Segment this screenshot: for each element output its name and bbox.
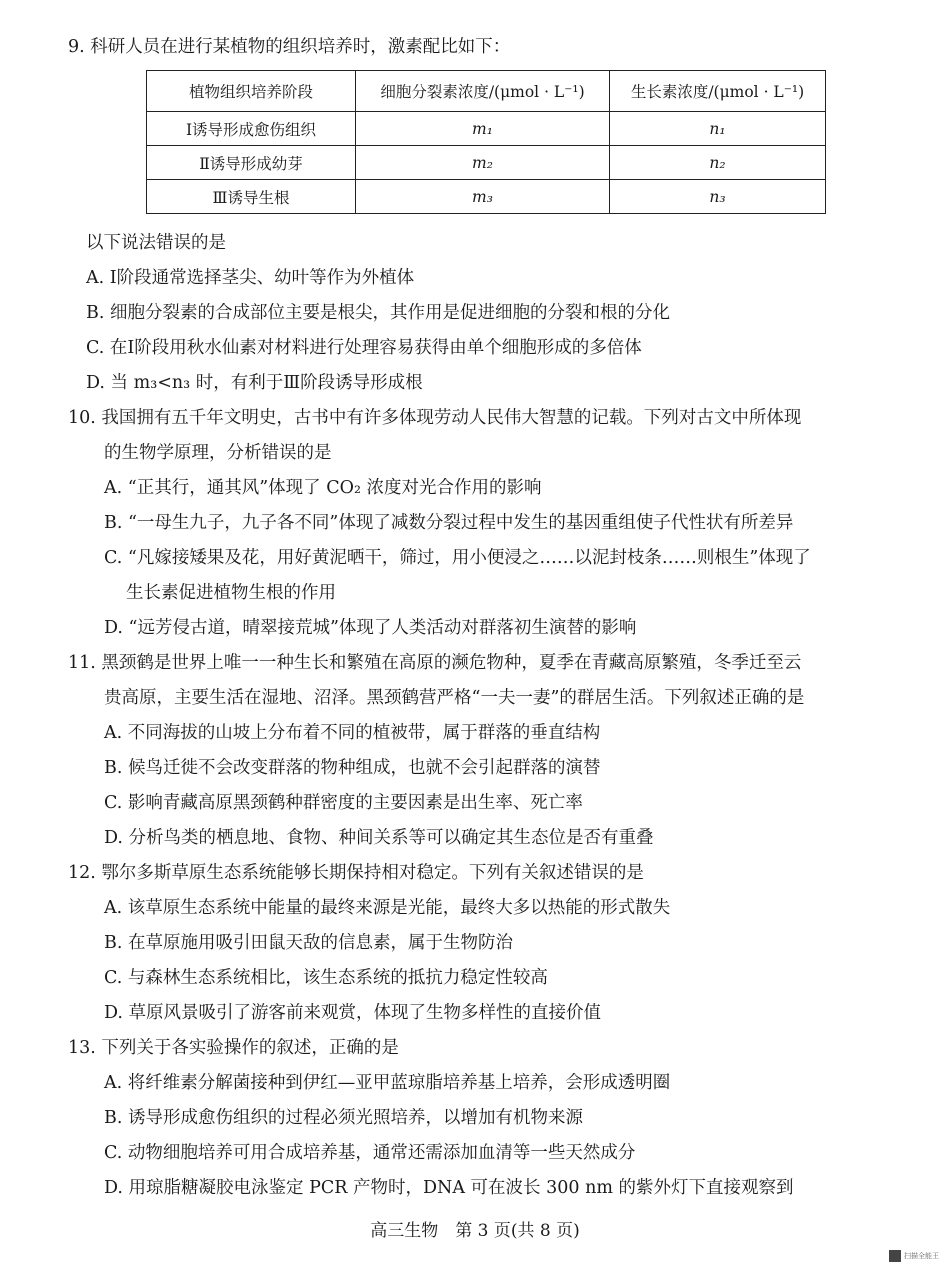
q11-stem-line2: 贵高原，主要生活在湿地、沼泽。黑颈鹤营严格“一夫一妻”的群居生活。下列叙述正确的是 (104, 688, 805, 708)
q13-stem: 13. 下列关于各实验操作的叙述，正确的是 (68, 1038, 399, 1058)
table-cell-auxin: n₃ (610, 180, 826, 214)
q13-option-c: C. 动物细胞培养可用合成培养基，通常还需添加血清等一些天然成分 (104, 1143, 636, 1163)
table-row (147, 112, 826, 146)
q12-option-b: B. 在草原施用吸引田鼠天敌的信息素，属于生物防治 (104, 933, 513, 953)
q9-option-c: C. 在Ⅰ阶段用秋水仙素对材料进行处理容易获得由单个细胞形成的多倍体 (86, 338, 642, 358)
q13-option-b: B. 诱导形成愈伤组织的过程必须光照培养，以增加有机物来源 (104, 1108, 583, 1128)
q10-option-b: B. “一母生九子，九子各不同”体现了减数分裂过程中发生的基因重组使子代性状有所差异 (104, 513, 794, 533)
q10-option-d: D. “远芳侵古道，晴翠接荒城”体现了人类活动对群落初生演替的影响 (104, 618, 637, 638)
table-row (147, 180, 826, 214)
q10-option-a: A. “正其行，通其风”体现了 CO₂ 浓度对光合作用的影响 (104, 478, 542, 498)
q9-option-d: D. 当 m₃<n₃ 时，有利于Ⅲ阶段诱导形成根 (86, 373, 423, 393)
table-cell-cytokinin: m₃ (356, 180, 610, 214)
table-row (147, 146, 826, 180)
table-cell-auxin: n₁ (610, 112, 826, 146)
q12-option-d: D. 草原风景吸引了游客前来观赏，体现了生物多样性的直接价值 (104, 1003, 602, 1023)
hormone-table (146, 70, 826, 214)
page-footer: 高三生物 第 3 页(共 8 页) (370, 1221, 580, 1241)
q9-stem: 9. 科研人员在进行某植物的组织培养时，激素配比如下： (68, 37, 511, 57)
table-cell-stage: Ⅲ诱导生根 (147, 180, 356, 214)
q13-option-a: A. 将纤维素分解菌接种到伊红—亚甲蓝琼脂培养基上培养，会形成透明圈 (104, 1073, 671, 1093)
table-header-row (147, 71, 826, 112)
table-header-auxin: 生长素浓度/(μmol · L⁻¹) (610, 71, 826, 112)
table-cell-auxin: n₂ (610, 146, 826, 180)
q11-option-b: B. 候鸟迁徙不会改变群落的物种组成，也就不会引起群落的演替 (104, 758, 601, 778)
table-cell-stage: Ⅱ诱导形成幼芽 (147, 146, 356, 180)
q12-option-c: C. 与森林生态系统相比，该生态系统的抵抗力稳定性较高 (104, 968, 548, 988)
q10-option-c: C. “凡嫁接矮果及花，用好黄泥晒干，筛过，用小便浸之……以泥封枝条……则根生”体现了 (104, 548, 811, 568)
scanner-watermark: 扫描全能王 (904, 1252, 939, 1260)
q10-option-c-cont: 生长素促进植物生根的作用 (126, 583, 336, 603)
q11-option-d: D. 分析鸟类的栖息地、食物、种间关系等可以确定其生态位是否有重叠 (104, 828, 654, 848)
q12-stem: 12. 鄂尔多斯草原生态系统能够长期保持相对稳定。下列有关叙述错误的是 (68, 863, 644, 883)
q13-option-d: D. 用琼脂糖凝胶电泳鉴定 PCR 产物时，DNA 可在波长 300 nm 的紫外灯下直接观察到 (104, 1178, 794, 1198)
table-cell-stage: Ⅰ诱导形成愈伤组织 (147, 112, 356, 146)
q10-stem-line1: 10. 我国拥有五千年文明史，古书中有许多体现劳动人民伟大智慧的记载。下列对古文中所体现 (68, 408, 802, 428)
q11-option-a: A. 不同海拔的山坡上分布着不同的植被带，属于群落的垂直结构 (104, 723, 601, 743)
q9-option-a: A. Ⅰ阶段通常选择茎尖、幼叶等作为外植体 (86, 268, 415, 288)
q9-option-b: B. 细胞分裂素的合成部位主要是根尖，其作用是促进细胞的分裂和根的分化 (86, 303, 670, 323)
q9-prompt: 以下说法错误的是 (86, 233, 226, 253)
table-header-stage: 植物组织培养阶段 (147, 71, 356, 112)
table-header-cytokinin: 细胞分裂素浓度/(μmol · L⁻¹) (356, 71, 610, 112)
table-cell-cytokinin: m₁ (356, 112, 610, 146)
table-cell-cytokinin: m₂ (356, 146, 610, 180)
qr-code-icon (889, 1250, 901, 1262)
q11-stem-line1: 11. 黑颈鹤是世界上唯一一种生长和繁殖在高原的濒危物种，夏季在青藏高原繁殖，冬季迁至云 (68, 653, 802, 673)
q12-option-a: A. 该草原生态系统中能量的最终来源是光能，最终大多以热能的形式散失 (104, 898, 671, 918)
q11-option-c: C. 影响青藏高原黑颈鹤种群密度的主要因素是出生率、死亡率 (104, 793, 583, 813)
q10-stem-line2: 的生物学原理，分析错误的是 (104, 443, 332, 463)
